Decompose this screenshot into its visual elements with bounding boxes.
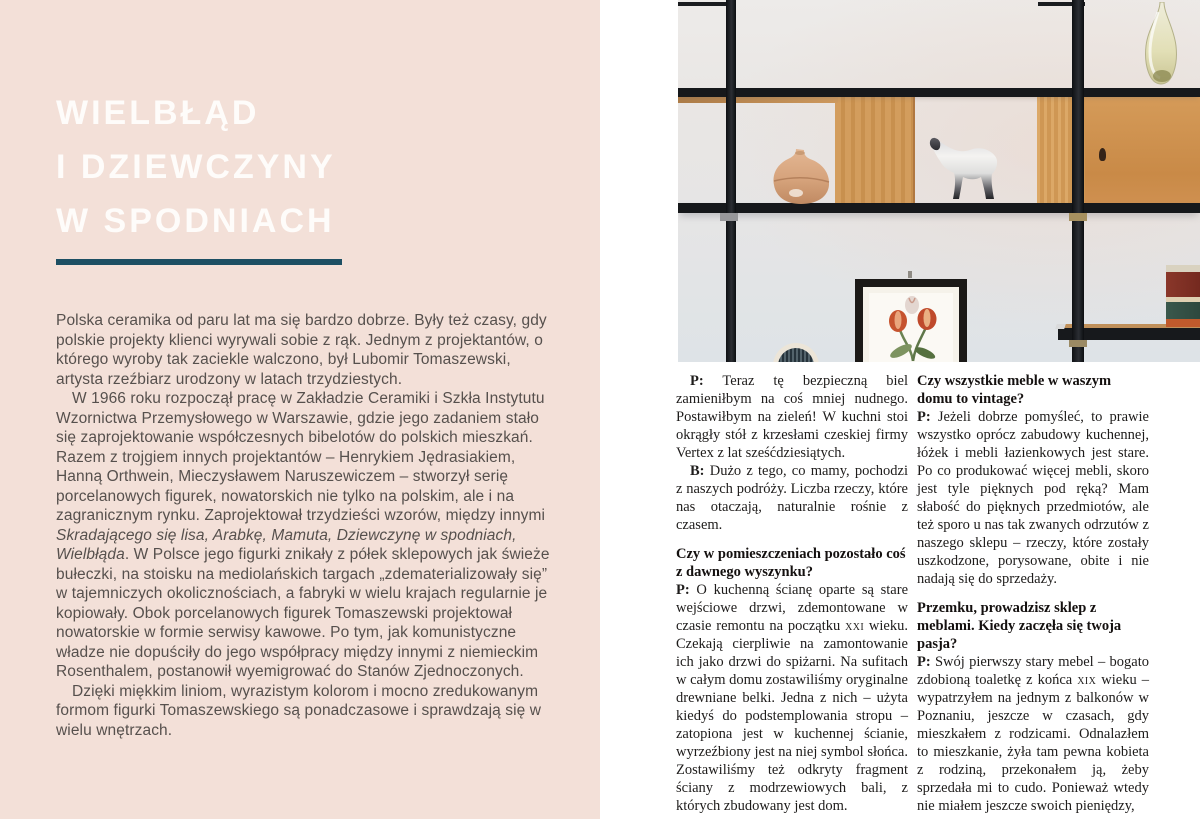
book-spine xyxy=(1166,272,1200,297)
question-heading: Przemku, prowadzisz sklep z meblami. Kiedy zaczęła się twoja pasja? xyxy=(917,600,1122,652)
frame-nail xyxy=(908,271,912,278)
tulip-print xyxy=(869,293,953,362)
paragraph: P: Swój pierwszy stary mebel – bogato zdobioną toaletkę z końca xix wieku – wypatrzyłem na jednym z balkonów w Poznaniu, jeszcze w czasach, gdy mieszkałem z rodzicami. Odnalazłem to mieszkanie, żyła tam pewna kobieta z rodziną, przekonałem ją, żeby sprzedała mi to cudo. Ponieważ wtedy nie miałem jeszcze swoich pieniędzy, xyxy=(917,654,1149,814)
cabinet-keyhole xyxy=(1099,148,1106,161)
question-heading: Czy wszystkie meble w waszym domu to vintage? xyxy=(917,373,1112,407)
shelf-bracket-left xyxy=(720,213,738,221)
paragraph: B: Dużo z tego, co mamy, pochodzi z naszych podróży. Liczba rzeczy, które nas otaczają, naturalnie rośnie z czasem. xyxy=(676,463,908,533)
shelf-post-left xyxy=(726,0,736,362)
clock-face xyxy=(778,348,814,362)
title-line-1: WIELBŁĄD xyxy=(56,94,260,132)
shelf-bracket-lower xyxy=(1069,340,1087,347)
paragraph: P: Teraz tę bezpieczną biel zamieniłbym na coś mniej nudnego. Postawiłbym na zieleń! W kuchni stoi okrągły stół z krzesłami czeskiej firmy Vertex z lat sześćdziesiątych. xyxy=(676,373,908,461)
shelf-board-upper xyxy=(678,88,1200,97)
book-spine xyxy=(1166,319,1200,327)
glass-vase xyxy=(1138,2,1185,90)
wall-cabinet xyxy=(1037,96,1200,204)
book-stack xyxy=(1166,265,1200,327)
article-body xyxy=(56,311,558,740)
picture-frame xyxy=(855,279,967,362)
shelf-post-right xyxy=(1072,0,1084,362)
ceramic-vase xyxy=(766,147,838,205)
shelf-edge-cap xyxy=(1055,324,1066,329)
top-rail-left xyxy=(678,2,728,6)
interview-column-1 xyxy=(676,372,908,815)
title-rule xyxy=(56,259,342,265)
paragraph: P: O kuchenną ścianę oparte są stare wejściowe drzwi, zdemontowane w czasie remontu na początku xxi wieku. Czekają cierpliwie na zamontowanie ich jako drzwi do spiżarni. Na sufitach w całym domu zostawiliśmy oryginalne drewniane belki. Jedna z nich – użyta kiedyś do podstemplowania stropu – zatopiona jest w kuchennej ścianie, wyrzeźbiony jest na niej symbol słońca. Zostawiliśmy też odkryty fragment ściany z modrzewiowych bali, z których zbudowany jest dom. xyxy=(676,582,908,814)
article-title xyxy=(56,86,336,248)
title-line-2: I DZIEWCZYNY xyxy=(56,148,336,186)
paragraph: Dzięki miękkim liniom, wyrazistym kolorom i mocno zredukowanym formom figurki Tomaszewskiego są ponadczasowe i sprawdzają się w wielu wnętrzach. xyxy=(56,682,542,739)
paragraph: Polska ceramika od paru lat ma się bardzo dobrze. Były też czasy, gdy polskie projekty klienci wyrywali sobie z rąk. Jednym z projektantów, o którego wyroby tak zaciekle walczono, był Lubomir Tomaszewski, artysta rzeźbiarz urodzony w latach trzydziestych. xyxy=(56,312,547,388)
camel-figurine xyxy=(923,136,1013,203)
paragraph: P: Jeżeli dobrze pomyśleć, to prawie wszystko oprócz zabudowy kuchennej, łóżek i mebli łazienkowych jest stare. Po co produkować więcej mebli, skoro jest tyle pięknych pod ręką? Mam słabość do pięknych przedmiotów, ale też sporo u nas tak zwanych odrzutów z naszego sklepu – rzeczy, które zostały uszkodzone, porysowane, obite i nie nadają się do sprzedaży. xyxy=(917,409,1149,587)
book-spine xyxy=(1166,265,1200,272)
shelf-underside-wood xyxy=(678,96,838,103)
wood-panel xyxy=(835,96,915,204)
paragraph: W 1966 roku rozpoczął pracę w Zakładzie Ceramiki i Szkła Instytutu Wzornictwa Przemysłowego w Warszawie, gdzie jego zadaniem stało się zaprojektowanie współczesnych bibelotów do polskich mieszkań. Razem z trojgiem innych projektantów – Henrykiem Jędrasiakiem, Hanną Orthwein, Mieczysławem Naruszewiczem – stworzył serię porcelanowych figurek, nowatorskich nie tylko na polskim, ale i na zagranicznym rynku. Zaprojektował trzydzieści wzorów, między innymi Skradającego się lisa, Arabkę, Mamuta, Dziewczynę w spodniach, Wielbłąda. W Polsce jego figurki znikały z półek sklepowych jak świeże bułeczki, na stoisku na mediolańskich targach „zdematerializowały się” w tajemniczych okolicznościach, a fabryki w wielu krajach regularnie je kopiowały. Obok porcelanowych figurek Tomaszewski projektował nowatorskie w formie serwisy kawowe. Po tym, jak komunistyczne władze nie dopuściły do jego współpracy między innymi z niemieckim Rosenthalem, postanowił wyemigrować do Stanów Zjednoczonych. xyxy=(56,390,550,680)
shelf-photo xyxy=(678,0,1200,362)
shelf-bracket-right xyxy=(1069,213,1087,221)
question-heading: Czy w pomieszczeniach pozostało coś z dawnego wyszynku? xyxy=(676,546,906,580)
title-line-3: W SPODNIACH xyxy=(56,202,335,240)
shelf-board-lower xyxy=(678,203,1200,213)
interview-column-2 xyxy=(917,372,1149,815)
book-spine xyxy=(1166,302,1200,319)
